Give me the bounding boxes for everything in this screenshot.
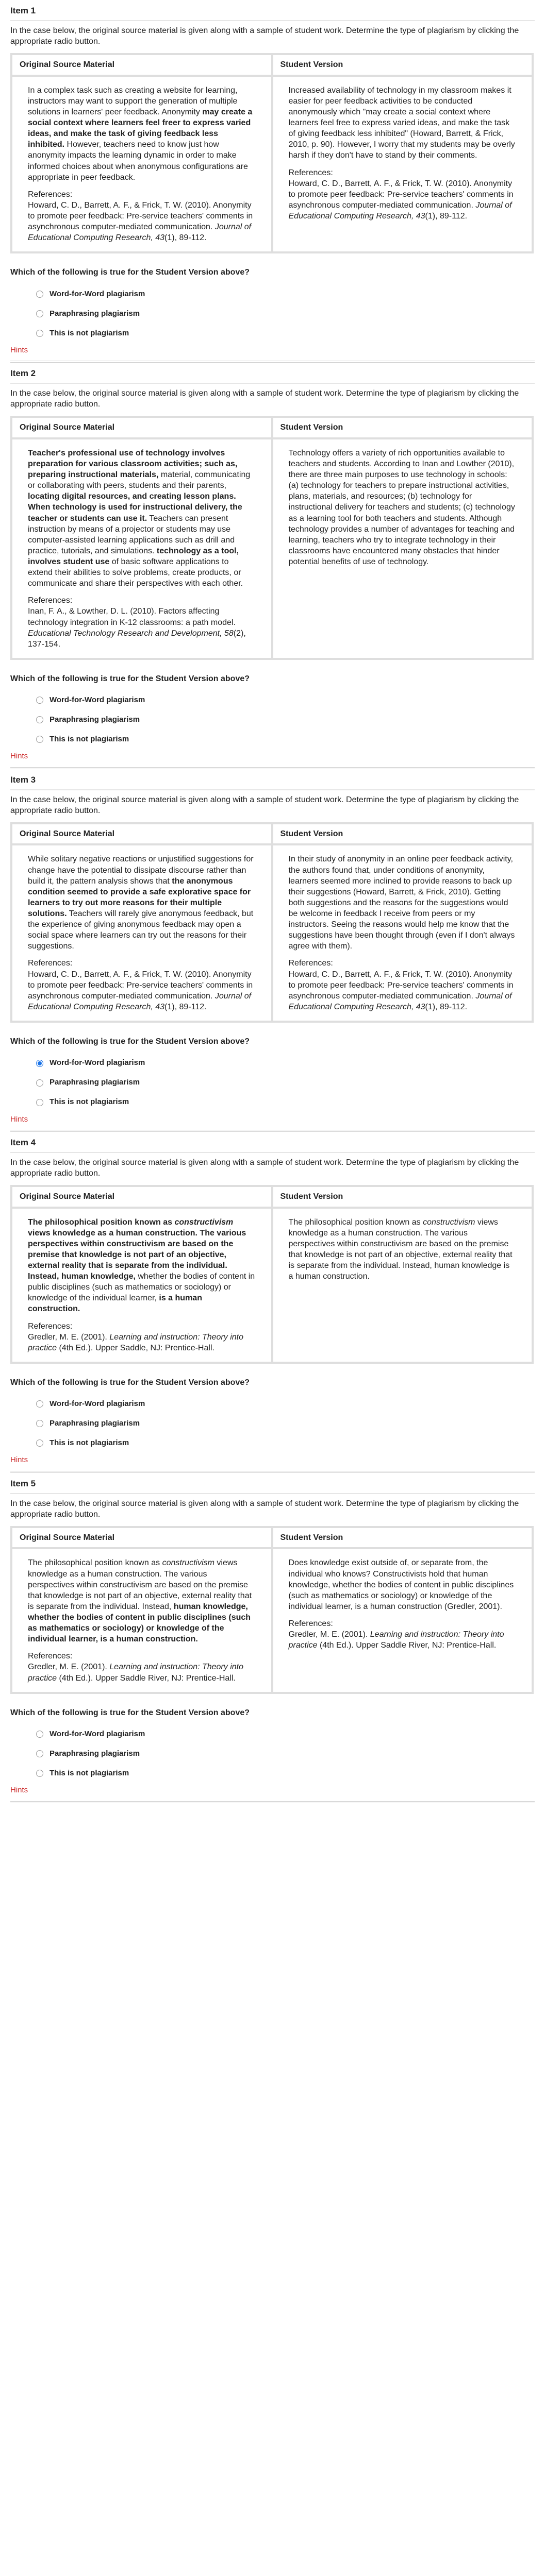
original-column-header: Original Source Material <box>11 823 272 845</box>
answer-choice-label: This is not plagiarism <box>49 328 129 337</box>
original-column-header: Original Source Material <box>11 417 272 438</box>
original-column-header: Original Source Material <box>11 1186 272 1208</box>
item-title: Item 5 <box>10 1473 535 1494</box>
source-comparison-table <box>10 416 534 660</box>
source-comparison-table <box>10 53 534 253</box>
answer-choices <box>10 1054 535 1112</box>
original-source-text: The philosophical position known as constructivism views knowledge as a human construction. The various perspectives within constructivism are based on the premise that knowledge is not part of an objective, external reality that is separate from the individual. Instead, human knowledge, whether the bodies of content in public disciplines (such as mathematics or sociology) or knowledge of the individual learner, is a human construction. References: Gredler, M. E. (2001). Learning and instruction: Theory into practice (4th Ed.). Upper Saddle River, NJ: Prentice-Hall. <box>11 1548 272 1692</box>
answer-choice-label: Paraphrasing plagiarism <box>49 1749 140 1758</box>
hints-link[interactable]: Hints <box>10 1114 28 1124</box>
item-instructions: In the case below, the original source material is given along with a sample of student work. Determine the type of plagiarism by clicking the appropriate radio button. <box>10 389 519 409</box>
answer-choice-label: Word-for-Word plagiarism <box>49 1399 145 1409</box>
answer-choice-label: This is not plagiarism <box>49 1438 129 1448</box>
radio-button-icon[interactable] <box>36 697 43 704</box>
radio-button-icon[interactable] <box>36 1750 43 1757</box>
hints-link[interactable]: Hints <box>10 345 28 354</box>
answer-choice-2[interactable] <box>10 1414 535 1433</box>
item-instructions: In the case below, the original source material is given along with a sample of student work. Determine the type of plagiarism by clicking the appropriate radio button. <box>10 795 519 815</box>
answer-choice-3[interactable] <box>10 1764 535 1783</box>
answer-choice-label: This is not plagiarism <box>49 1097 129 1107</box>
answer-choice-1[interactable] <box>10 1394 535 1414</box>
student-column-header: Student Version <box>272 1527 533 1549</box>
radio-button-icon[interactable] <box>36 310 43 317</box>
answer-choice-3[interactable] <box>10 730 535 749</box>
item-question: Which of the following is true for the Student Version above? <box>10 674 250 683</box>
original-source-text: While solitary negative reactions or unjustified suggestions for change have the potential to dissipate discourse rather than build it, the pattern analysis shows that the anonymous condition seemed to provide a safe explorative space for learners to try out more reasons for their multiple solutions. Teachers will rarely give anonymous feedback, but the experience of giving anonymous feedback may open a social space where learners can try out the reasons for their suggestions. References: Howard, C. D., Barrett, A. F., & Frick, T. W. (2010). Anonymity to promote peer feedback: Pre-service teachers' comments in asynchronous computer-mediated communication. Journal of Educational Computing Research, 43(1), 89-112. <box>11 844 272 1022</box>
item-block-5 <box>0 1473 545 1803</box>
item-question: Which of the following is true for the Student Version above? <box>10 1708 250 1717</box>
answer-choice-1[interactable] <box>10 284 535 304</box>
answer-choice-1[interactable] <box>10 1724 535 1744</box>
radio-button-icon[interactable] <box>36 330 43 337</box>
answer-choice-3[interactable] <box>10 324 535 343</box>
student-version-text: Technology offers a variety of rich opportunities available to teachers and students. According to Inan and Lowther (2010), there are three main purposes to use technology in schools: (a) technology for teachers to prepare instructional activities, plans, materials, and resources; (b) technology for instructional delivery for teachers and students; (c) technology as a learning tool for both teachers and students. Although technology provides a number of advantages for teaching and learning, teachers who try to integrate technology in their classrooms have encountered many obstacles that hinder potential benefits of use of technology. <box>272 438 533 659</box>
answer-choices <box>10 690 535 749</box>
answer-choices <box>10 1724 535 1783</box>
student-version-text: In their study of anonymity in an online peer feedback activity, the authors found that, under conditions of anonymity, learners seemed more inclined to provide reasons to back up their suggestions (Howard, Barrett, & Frick, 2010). Getting both suggestions and the reasons for the suggestions would be welcome in feedback I receive from peers or my instructors. Seeing the reasons would help me know that the suggestions have been thought through (even if I don't always agree with them). References: Howard, C. D., Barrett, A. F., & Frick, T. W. (2010). Anonymity to promote peer feedback: Pre-service teachers' comments in asynchronous computer-mediated communication. Journal of Educational Computing Research, 43(1), 89-112. <box>272 844 533 1022</box>
radio-button-icon[interactable] <box>36 1079 43 1087</box>
student-version-text: Does knowledge exist outside of, or separate from, the individual who knows? Constructivists hold that human knowledge, whether the bodies of content in public disciplines (such as mathematics or sociology) or knowledge of the individual learner, is a human construction (Gredler, 2001). References: Gredler, M. E. (2001). Learning and instruction: Theory into practice (4th Ed.). Upper Saddle River, NJ: Prentice-Hall. <box>272 1548 533 1692</box>
radio-button-icon[interactable] <box>36 1099 43 1106</box>
item-block-4 <box>0 1132 545 1473</box>
answer-choices <box>10 1394 535 1453</box>
radio-button-icon[interactable] <box>36 1060 43 1067</box>
student-version-text: The philosophical position known as constructivism views knowledge as a human construction. The various perspectives within constructivism are based on the premise that knowledge is not part of an objective, external reality that is separate from the individual. Instead, human knowledge is a human construction. <box>272 1208 533 1363</box>
radio-button-icon[interactable] <box>36 736 43 743</box>
item-question: Which of the following is true for the Student Version above? <box>10 268 250 277</box>
source-comparison-table <box>10 1526 534 1694</box>
student-version-text: Increased availability of technology in my classroom makes it easier for peer feedback activities to be conducted anonymously which "may create a social context where learners feel free to express varied ideas, and make the task of giving feedback less inhibited" (Howard, Barrett, & Frick, 2010, p. 90). However, I worry that my students may be overly harsh if they don't have to stand by their comments. References: Howard, C. D., Barrett, A. F., & Frick, T. W. (2010). Anonymity to promote peer feedback: Pre-service teachers' comments in asynchronous computer-mediated communication. Journal of Educational Computing Research, 43(1), 89-112. <box>272 76 533 253</box>
student-column-header: Student Version <box>272 417 533 438</box>
answer-choice-label: Paraphrasing plagiarism <box>49 309 140 318</box>
original-column-header: Original Source Material <box>11 1527 272 1549</box>
original-column-header: Original Source Material <box>11 54 272 76</box>
answer-choice-2[interactable] <box>10 1073 535 1093</box>
student-column-header: Student Version <box>272 1186 533 1208</box>
source-comparison-table <box>10 1185 534 1364</box>
answer-choice-2[interactable] <box>10 304 535 324</box>
item-question: Which of the following is true for the Student Version above? <box>10 1037 250 1046</box>
original-source-text: The philosophical position known as constructivism views knowledge as a human construction. The various perspectives within constructivism are based on the premise that knowledge is not part of an objective, external reality that is separate from the individual. Instead, human knowledge, whether the bodies of content in public disciplines (such as mathematics or sociology) or knowledge of the individual learner, is a human construction. References: Gredler, M. E. (2001). Learning and instruction: Theory into practice (4th Ed.). Upper Saddle, NJ: Prentice-Hall. <box>11 1208 272 1363</box>
answer-choice-1[interactable] <box>10 1054 535 1073</box>
item-title: Item 4 <box>10 1132 535 1153</box>
answer-choice-label: This is not plagiarism <box>49 1769 129 1778</box>
answer-choice-label: Word-for-Word plagiarism <box>49 1058 145 1067</box>
answer-choice-3[interactable] <box>10 1433 535 1453</box>
answer-choice-1[interactable] <box>10 690 535 710</box>
radio-button-icon[interactable] <box>36 1400 43 1408</box>
item-block-3 <box>0 769 545 1132</box>
answer-choice-label: Word-for-Word plagiarism <box>49 289 145 298</box>
radio-button-icon[interactable] <box>36 1439 43 1447</box>
radio-button-icon[interactable] <box>36 716 43 723</box>
original-source-text: In a complex task such as creating a website for learning, instructors may want to support the generation of multiple solutions in learners' peer feedback. Anonymity may create a social context where learners feel freer to express varied ideas, and make the task of giving feedback less inhibited. However, teachers need to know just how anonymity impacts the learning dynamic in order to make informed choices about when anonymous configurations are appropriate in peer feedback. References: Howard, C. D., Barrett, A. F., & Frick, T. W. (2010). Anonymity to promote peer feedback: Pre-service teachers' comments in asynchronous computer-mediated communication. Journal of Educational Computing Research, 43(1), 89-112. <box>11 76 272 253</box>
answer-choice-2[interactable] <box>10 1744 535 1764</box>
student-column-header: Student Version <box>272 54 533 76</box>
item-block-1 <box>0 0 545 363</box>
radio-button-icon[interactable] <box>36 1420 43 1427</box>
hints-link[interactable]: Hints <box>10 752 28 761</box>
answer-choice-label: This is not plagiarism <box>49 735 129 744</box>
hints-link[interactable]: Hints <box>10 1455 28 1465</box>
item-divider <box>10 1801 535 1803</box>
answer-choice-label: Word-for-Word plagiarism <box>49 1730 145 1739</box>
original-source-text: Teacher's professional use of technology involves preparation for various classroom activities; such as, preparing instructional materials, material, communicating or collaborating with peers, students and their parents, locating digital resources, and creating lesson plans. When technology is used for instructional delivery, the teacher or students can use it. Teachers can present instruction by means of a projector or students may use computer-assisted learning applications such as drill and practice, tutorials, and simulations. technology as a tool, involves student use of basic software applications to extend their abilities to solve problems, create products, or communicate and share their perspectives with each other. References: Inan, F. A., & Lowther, D. L. (2010). Factors affecting technology integration in K-12 classrooms: a path model. Educational Technology Research and Development, 58(2), 137-154. <box>11 438 272 659</box>
item-instructions: In the case below, the original source material is given along with a sample of student work. Determine the type of plagiarism by clicking the appropriate radio button. <box>10 26 519 46</box>
hints-link[interactable]: Hints <box>10 1786 28 1795</box>
item-title: Item 2 <box>10 363 535 384</box>
item-instructions: In the case below, the original source material is given along with a sample of student work. Determine the type of plagiarism by clicking the appropriate radio button. <box>10 1158 519 1178</box>
radio-button-icon[interactable] <box>36 1731 43 1738</box>
student-column-header: Student Version <box>272 823 533 845</box>
item-block-2 <box>0 363 545 769</box>
item-title: Item 3 <box>10 769 535 790</box>
item-title: Item 1 <box>10 0 535 21</box>
item-instructions: In the case below, the original source material is given along with a sample of student work. Determine the type of plagiarism by clicking the appropriate radio button. <box>10 1499 519 1519</box>
source-comparison-table <box>10 822 534 1023</box>
answer-choice-3[interactable] <box>10 1093 535 1112</box>
radio-button-icon[interactable] <box>36 291 43 298</box>
item-question: Which of the following is true for the Student Version above? <box>10 1378 250 1387</box>
answer-choice-label: Paraphrasing plagiarism <box>49 1078 140 1087</box>
answer-choice-label: Paraphrasing plagiarism <box>49 715 140 724</box>
answer-choice-label: Word-for-Word plagiarism <box>49 696 145 705</box>
answer-choices <box>10 284 535 343</box>
radio-button-icon[interactable] <box>36 1770 43 1777</box>
answer-choice-label: Paraphrasing plagiarism <box>49 1419 140 1428</box>
answer-choice-2[interactable] <box>10 710 535 730</box>
